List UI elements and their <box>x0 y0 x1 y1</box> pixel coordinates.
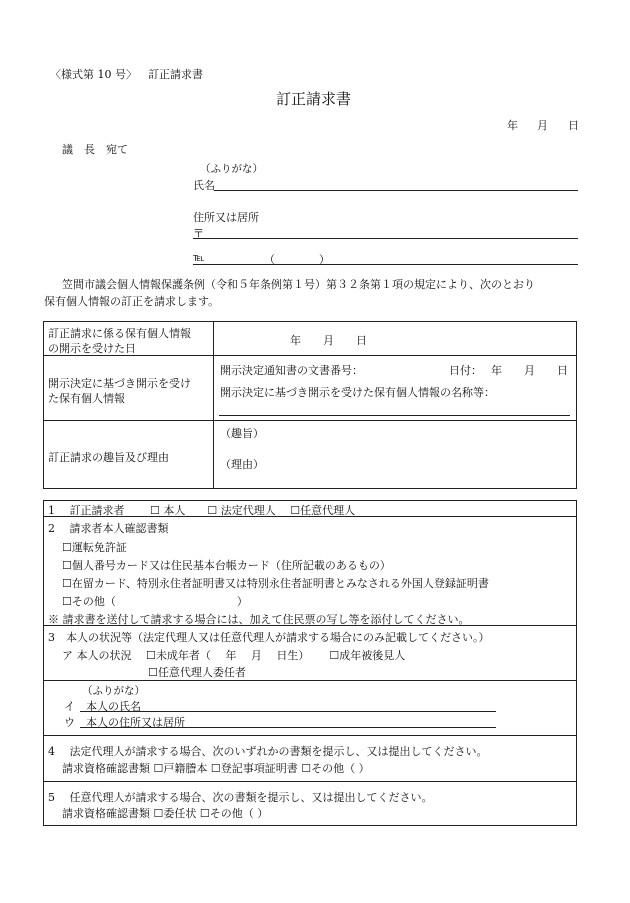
row1-label-1: 訂正請求に係る保有個人情報 <box>48 327 191 340</box>
voluntary-agent-docs[interactable]: 請求資格確認書類 ☐委任状 ☐その他（ ） <box>62 807 269 820</box>
date-month: 月 <box>537 119 548 132</box>
legal-agent-title: 4 法定代理人が請求する場合、次のいずれかの書類を提示し、又は提出してください。 <box>48 745 488 758</box>
principal-furigana: （ふりがな） <box>82 685 145 697</box>
notice-date[interactable]: 日付： 年 月 日 <box>449 364 568 377</box>
tel-area-code: （ ） <box>264 253 330 266</box>
id-doc-mynumber[interactable]: ☐個人番号カード又は住民基本台帳カード（住所記載のあるもの） <box>62 559 391 572</box>
applicant-address-field[interactable] <box>193 238 578 239</box>
principal-name-label: イ 本人の氏名 <box>64 700 141 713</box>
id-docs-title: 2 請求者本人確認書類 <box>48 522 169 535</box>
form-number: 〈様式第 10 号〉 <box>50 68 137 81</box>
applicant-tel-field[interactable] <box>193 264 578 265</box>
row1-label-2: の開示を受けた日 <box>48 342 136 355</box>
applicant-name-field[interactable] <box>214 190 578 191</box>
requester-type[interactable]: 1 訂正請求者 ☐ 本人 ☐ 法定代理人 ☐任意代理人 <box>48 504 356 517</box>
disclosure-date[interactable]: 年 月 日 <box>290 334 367 347</box>
disclosed-info-name-field[interactable] <box>219 415 570 416</box>
row2-label-1: 開示決定に基づき開示を受け <box>48 377 191 390</box>
principal-address-label: ウ 本人の住所又は居所 <box>64 716 185 729</box>
principal-status-title: 3 本人の状況等（法定代理人又は任意代理人が請求する場合にのみ記載してください。） <box>48 631 490 644</box>
date-year: 年 <box>507 119 518 132</box>
page-title: 訂正請求書 <box>276 90 352 108</box>
principal-address-field[interactable] <box>80 727 496 728</box>
id-doc-residence-card[interactable]: ☐在留カード、特別永住者証明書又は特別永住者証明書とみなされる外国人登録証明書 <box>62 577 489 590</box>
form-name: 訂正請求書 <box>148 68 203 81</box>
reason-label[interactable]: （理由） <box>220 458 264 471</box>
tel-mark: ℡ <box>193 251 205 264</box>
applicant-furigana: （ふりがな） <box>200 163 263 175</box>
voluntary-agent-title: 5 任意代理人が請求する場合、次の書類を提示し、又は提出してください。 <box>48 791 433 804</box>
mail-note: ※ 請求書を送付して請求する場合には、加えて住民票の写し等を添付してください。 <box>48 613 470 626</box>
id-doc-other[interactable]: ☐その他（ ） <box>62 595 248 608</box>
applicant-name-label: 氏名 <box>193 179 215 192</box>
row3-label: 訂正請求の趣旨及び理由 <box>48 451 169 464</box>
legal-agent-docs[interactable]: 請求資格確認書類 ☐戸籍謄本 ☐登記事項証明書 ☐その他（ ） <box>62 762 370 775</box>
principal-status[interactable]: ア 本人の状況 ☐未成年者（ 年 月 日生） ☐成年被後見人 <box>62 649 406 662</box>
intro-line-1: 笠間市議会個人情報保護条例（令和５年条例第１号）第３２条第１項の規定により、次のとおり <box>62 278 535 291</box>
row2-label-2: た保有個人情報 <box>48 392 125 405</box>
principal-name-field[interactable] <box>80 711 496 712</box>
postal-mark: 〒 <box>193 227 204 240</box>
applicant-address-label: 住所又は居所 <box>193 211 259 224</box>
date-day: 日 <box>568 119 579 132</box>
purpose-label[interactable]: （趣旨） <box>220 427 264 440</box>
id-doc-license[interactable]: ☐運転免許証 <box>62 541 127 554</box>
disclosed-info-name[interactable]: 開示決定に基づき開示を受けた保有個人情報の名称等： <box>220 386 495 399</box>
intro-line-2: 保有個人情報の訂正を請求します。 <box>44 295 220 308</box>
addressee: 議 長 宛て <box>62 143 128 156</box>
notice-doc-number[interactable]: 開示決定通知書の文書番号： <box>220 364 363 377</box>
principal-status-delegator[interactable]: ☐任意代理人委任者 <box>148 666 246 679</box>
